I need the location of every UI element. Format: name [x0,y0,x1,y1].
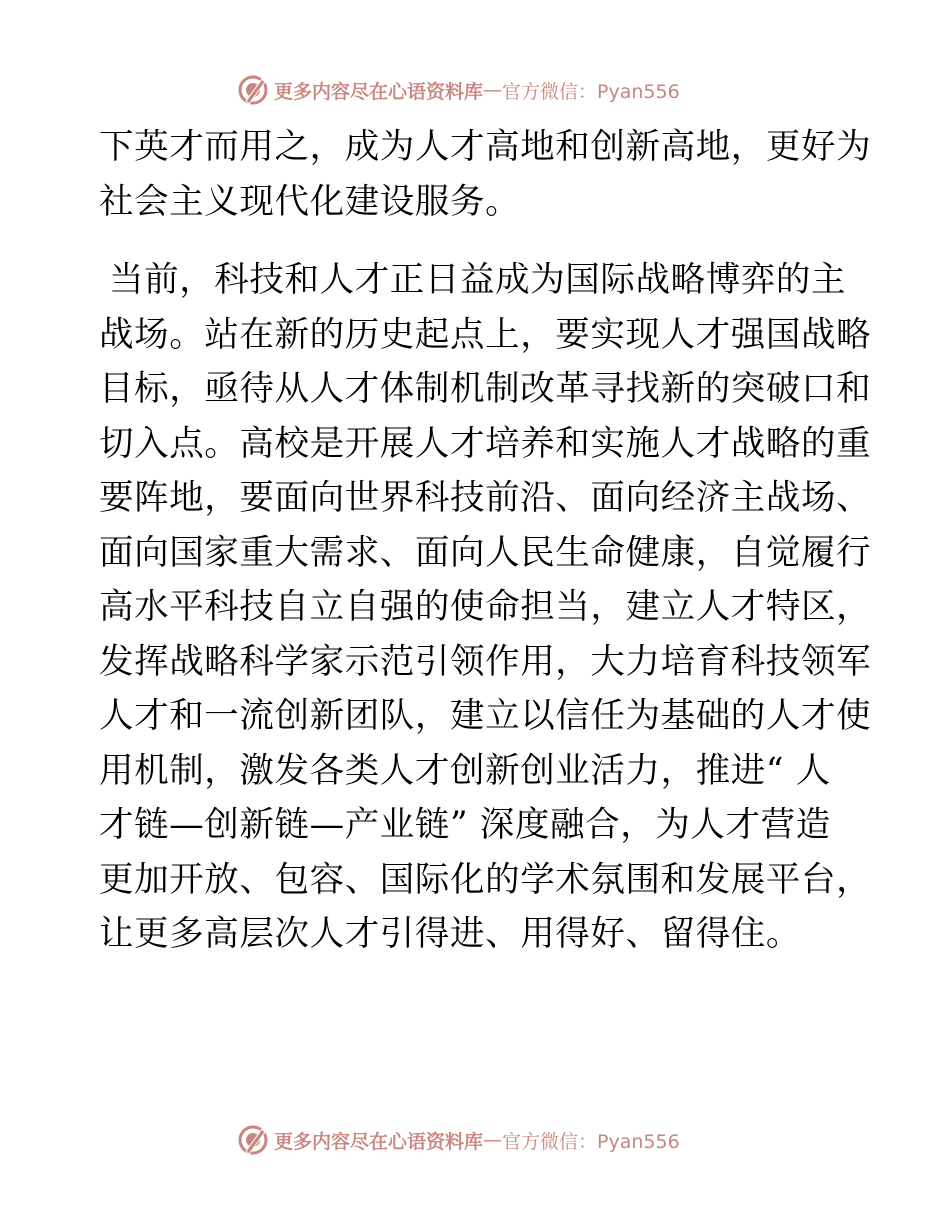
text-line: 高水平科技自立自强的使命担当，建立人才特区， [99,587,872,627]
document-body [99,120,872,962]
quill-seal-icon [236,73,270,107]
text-line: 要阵地，要面向世界科技前沿、面向经济主战场、 [99,478,872,518]
text-line: 面向国家重大需求、面向人民生命健康，自觉履行 [99,532,872,573]
text-line: 社会主义现代化建设服务。 [99,181,521,222]
text-line: 下英才而用之，成为人才高地和创新高地，更好为 [99,127,872,167]
watermark-main-text: 更多内容尽在心语资料库 [274,1130,484,1153]
paragraph-spacer [99,229,859,253]
text-line: 人才和一流创新团队，建立以信任为基础的人才使 [99,696,872,736]
text-line: 切入点。高校是开展人才培养和实施人才战略的重 [99,423,872,464]
page-footer-watermark [236,1122,716,1158]
text-line: 战场。站在新的历史起点上，要实现人才强国战略 [99,314,872,355]
paragraph-2 [99,253,872,962]
quill-seal-icon [236,1123,270,1157]
watermark-account-text: 官方微信：Pyan556 [502,80,680,103]
text-line: 当前，科技和人才正日益成为国际战略博弈的主 [109,260,847,300]
watermark-main-text: 更多内容尽在心语资料库 [274,80,484,103]
text-line: 更加开放、包容、国际化的学术氛围和发展平台， [99,859,872,900]
text-line: 才链—创新链—产业链” 深度融合，为人才营造 [99,805,831,845]
text-line: 发挥战略科学家示范引领作用，大力培育科技领军 [99,641,872,682]
watermark-separator: — [483,79,503,101]
watermark-account-text: 官方微信：Pyan556 [502,1130,680,1153]
text-line: 用机制，激发各类人才创新创业活力，推进“ 人 [99,750,831,791]
text-line: 让更多高层次人才引得进、用得好、留得住。 [99,914,801,954]
watermark-separator: — [483,1129,503,1151]
text-line: 目标，亟待从人才体制机制改革寻找新的突破口和 [99,369,872,409]
page-header-watermark [236,72,716,108]
paragraph-1 [99,120,872,229]
